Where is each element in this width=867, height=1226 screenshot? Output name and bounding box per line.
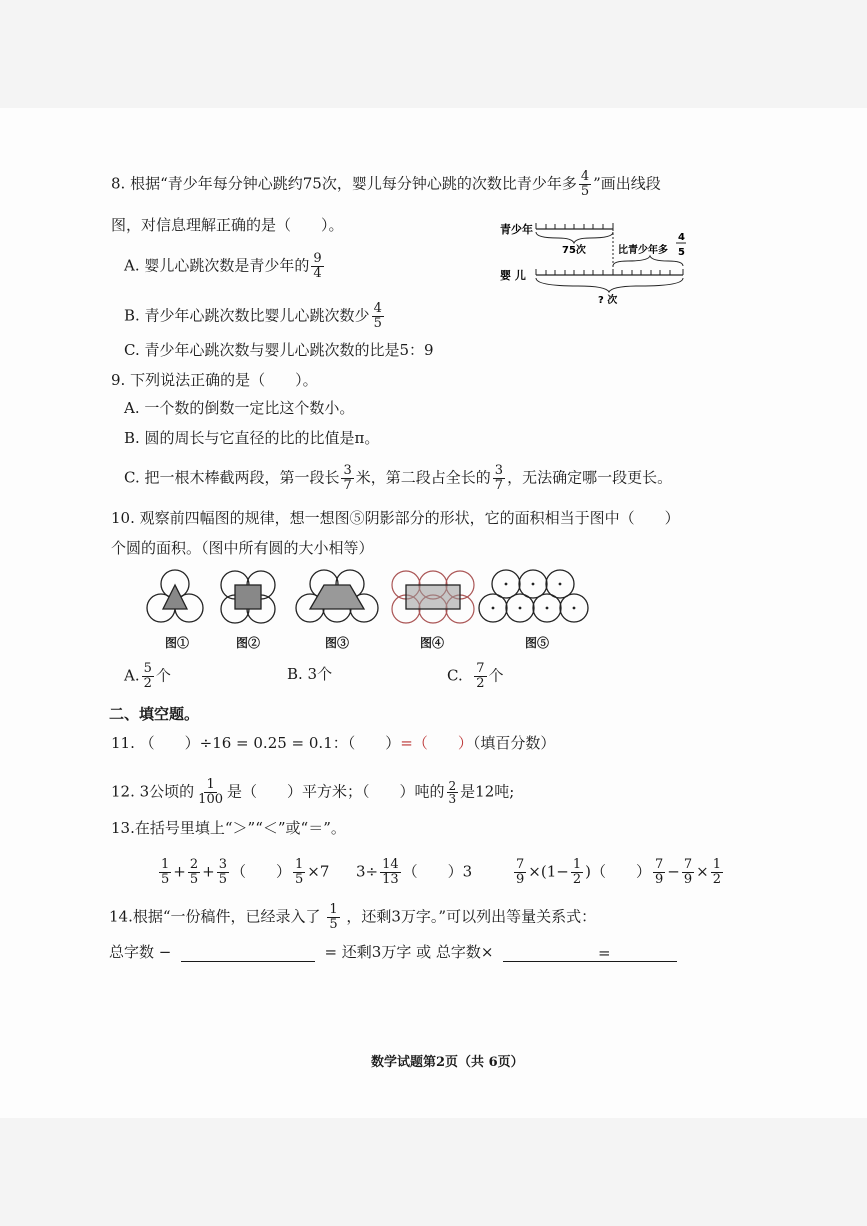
fraction: $\frac{1}{2}$: [572, 857, 582, 887]
q10-option-a: A. $\frac{5}{2}$ 个: [124, 661, 171, 691]
fraction: $\frac{5}{2}$: [143, 661, 152, 691]
fraction: $\frac{7}{9}$: [654, 857, 664, 887]
teen-count: 75次: [562, 245, 586, 256]
figure-5-label: 图⑤: [525, 636, 550, 650]
fraction: $\frac{7}{9}$: [683, 857, 693, 887]
fraction: $\frac{3}{7}$: [494, 463, 504, 493]
fraction: $\frac{2}{3}$: [448, 779, 457, 806]
q10-option-b: B. 3个: [287, 665, 333, 683]
q8-option-b: B. 青少年心跳次数比婴儿心跳次数少 $\frac{4}{5}$: [124, 301, 382, 331]
figure-2-label: 图②: [236, 636, 261, 650]
q13-stem: 13.在括号里填上“＞”“＜”或“＝”。: [111, 819, 346, 837]
q14-stem: 14.根据“一份稿件，已经录入了 $\frac{1}{5}$ ，还剩3万字。”可以列出等量关系式：: [109, 902, 597, 932]
q9-option-b: B. 圆的周长与它直径的比的比值是π。: [124, 429, 380, 447]
q10-option-c: C. $\frac{7}{2}$ 个: [447, 661, 504, 691]
figure-4-label: 图④: [420, 636, 445, 650]
figure-1-label: 图①: [165, 636, 190, 650]
q12: 12. 3公顷的 $\frac{1}{100}$ 是（ ）平方米；（ ）吨的 $\frac{2}{3}$ 是12吨;: [111, 777, 515, 807]
q10-stem-cont: 个圆的面积。（图中所有圆的大小相等）: [111, 539, 374, 557]
fraction: $\frac{7}{2}$: [476, 661, 485, 691]
q8-stem: 8. 根据“青少年每分钟心跳约75次，婴儿每分钟心跳的次数比青少年多 $\frac{4}{5}$ ”画出线段: [111, 169, 661, 199]
q14-relation: 总字数 − = 还剩3万字 或 总字数× =: [109, 942, 677, 962]
svg-text:5: 5: [678, 247, 685, 258]
baby-label: 婴 儿: [500, 269, 526, 282]
svg-text:4: 4: [678, 232, 685, 243]
fraction: $\frac{4}{5}$: [580, 169, 590, 199]
teen-label: 青少年: [500, 223, 533, 236]
fraction: $\frac{1}{100}$: [198, 777, 223, 807]
page-footer: 数学试题第2页（共 6页）: [371, 1055, 524, 1070]
fraction: $\frac{4}{5}$: [373, 301, 382, 331]
q9-option-a: A. 一个数的倒数一定比这个数小。: [124, 399, 355, 417]
q11: 11. （ ）÷16 = 0.25 = 0.1：（ ）=（ ）（填百分数）: [111, 734, 556, 752]
q8-option-a: A. 婴儿心跳次数是青少年的 $\frac{9}{4}$: [124, 251, 322, 281]
circle-figures: [140, 566, 600, 636]
q13-expr-3: $\frac{7}{9}$ ×(1− $\frac{1}{2}$ )（ ） $\frac{7}{9}$ − $\frac{7}{9}$ × $\frac{1}{2}$: [516, 857, 721, 887]
q9-option-c: C. 把一根木棒截两段，第一段长 $\frac{3}{7}$ 米，第二段占全长的 $\frac{3}{7}$ ，无法确定哪一段更长。: [124, 463, 673, 493]
fraction: $\frac{14}{13}$: [382, 857, 399, 887]
section-heading: 二、填空题。: [109, 705, 200, 723]
fraction: $\frac{3}{7}$: [343, 463, 352, 493]
fraction: $\frac{9}{4}$: [313, 251, 322, 281]
more-label: 比青少年多: [618, 245, 668, 256]
fraction: $\frac{1}{5}$: [295, 857, 304, 887]
fraction: $\frac{1}{5}$: [329, 902, 338, 932]
answer-blank-2[interactable]: =: [503, 945, 677, 962]
answer-blank-1[interactable]: [181, 945, 315, 962]
baby-count: ? 次: [598, 295, 618, 306]
fraction: $\frac{1}{5}$: [161, 857, 170, 887]
q10-stem: 10. 观察前四幅图的规律，想一想图⑤阴影部分的形状，它的面积相当于图中（ ）: [111, 509, 680, 527]
fraction: $\frac{1}{2}$: [712, 857, 721, 887]
q13-expr-2: 3÷ $\frac{14}{13}$ （ ）3: [356, 857, 473, 887]
q8-stem-cont: 图，对信息理解正确的是（ ）。: [111, 216, 344, 234]
figure-3-label: 图③: [325, 636, 350, 650]
segment-diagram: [498, 216, 708, 308]
fraction: $\frac{7}{9}$: [516, 857, 525, 887]
q13-expr-1: $\frac{1}{5}$ + $\frac{2}{5}$ + $\frac{3}{5}$ （ ） $\frac{1}{5}$ ×7: [161, 857, 330, 887]
q9-stem: 9. 下列说法正确的是（ ）。: [111, 371, 318, 389]
fraction: $\frac{3}{5}$: [218, 857, 227, 887]
q8-option-c: C. 青少年心跳次数与婴儿心跳次数的比是5：9: [124, 341, 434, 359]
fraction: $\frac{2}{5}$: [189, 857, 199, 887]
